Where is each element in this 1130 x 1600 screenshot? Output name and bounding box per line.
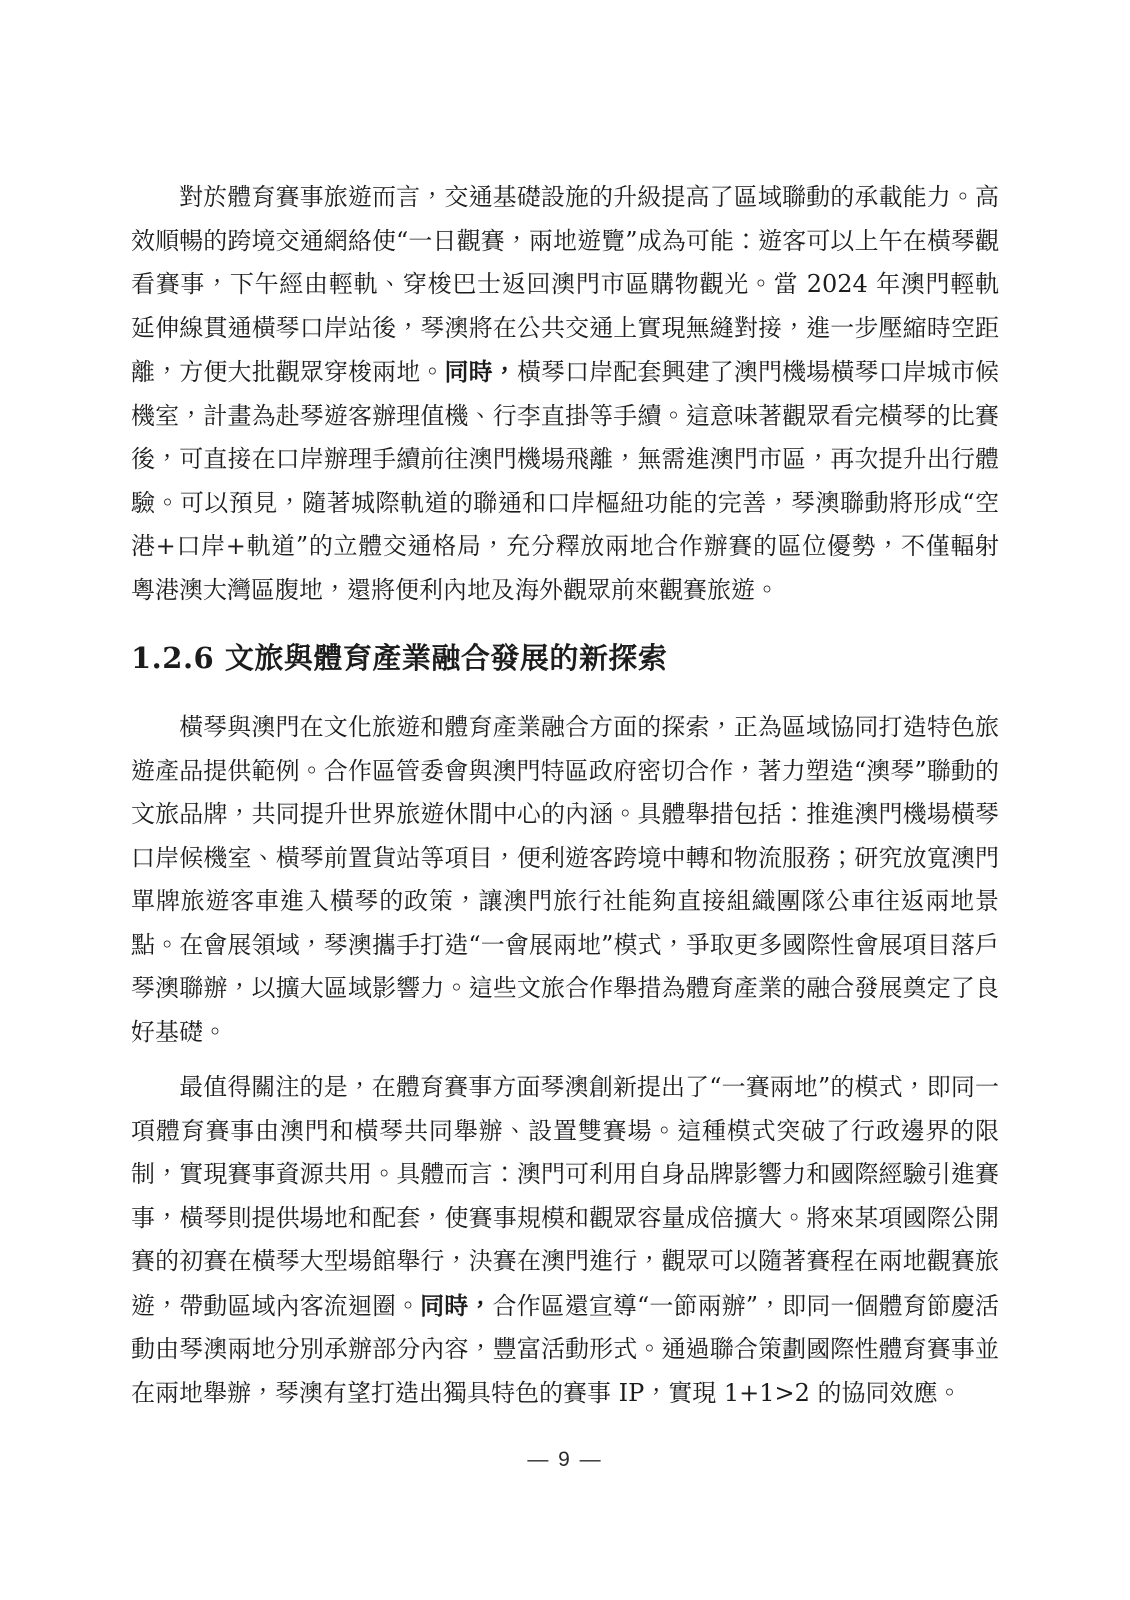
paragraph-text-run: 最值得關注的是，在體育賽事方面琴澳創新提出了“一賽兩地”的模式，即同一項體育賽事由澳門和橫琴共同舉辦、設置雙賽場。這種模式突破了行政邊界的限制，實現賽事資源共用。具體而言：澳門可利用自身品牌影響力和國際經驗引進賽事，橫琴則提供場地和配套，使賽事規模和觀眾容量成倍擴大。將來某項國際公開賽的初賽在橫琴大型場館舉行，決賽在澳門進行，觀眾可以隨著賽程在兩地觀賽旅遊，帶動區域內客流迴圈。 bbox=[131, 1073, 999, 1320]
paragraph-text-run: 合作區還宣導“一節兩辦”，即同一個體育節慶活動由琴澳兩地分別承辦部分內容，豐富活動形式。通過聯合策劃國際性體育賽事並在兩地舉辦，琴澳有望打造出獨具特色的賽事 IP，實現 1+1>2 的協同效應。 bbox=[131, 1291, 1000, 1407]
paragraph-culture-tourism-integration: 橫琴與澳門在文化旅遊和體育產業融合方面的探索，正為區域協同打造特色旅遊產品提供範例。合作區管委會與澳門特區政府密切合作，著力塑造“澳琴”聯動的文旅品牌，共同提升世界旅遊休閒中心的內涵。具體舉措包括：推進澳門機場橫琴口岸候機室、橫琴前置貨站等項目，便利遊客跨境中轉和物流服務；研究放寬澳門單牌旅遊客車進入橫琴的政策，讓澳門旅行社能夠直接組織團隊公車往返兩地景點。在會展領域，琴澳攜手打造“一會展兩地”模式，爭取更多國際性會展項目落戶琴澳聯辦，以擴大區域影響力。這些文旅合作舉措為體育產業的融合發展奠定了良好基礎。 bbox=[131, 713, 999, 1046]
paragraph-sports-event-transport bbox=[131, 176, 999, 612]
page-content bbox=[131, 176, 999, 1427]
paragraph-bold-run: 同時， bbox=[444, 357, 517, 386]
page-number: — 9 — bbox=[527, 1448, 603, 1471]
paragraph-text-run: 橫琴口岸配套興建了澳門機場橫琴口岸城市候機室，計畫為赴琴遊客辦理值機、行李直掛等手續。這意味著觀眾看完橫琴的比賽後，可直接在口岸辦理手續前往澳門機場飛離，無需進澳門市區，再次提升出行體驗。可以預見，隨著城際軌道的聯通和口岸樞紐功能的完善，琴澳聯動將形成“空港+口岸+軌道”的立體交通格局，充分釋放兩地合作辦賽的區位優勢，不僅輻射粵港澳大灣區腹地，還將便利內地及海外觀眾前來觀賽旅遊。 bbox=[131, 358, 1000, 604]
paragraph-text-run: 對於體育賽事旅遊而言，交通基礎設施的升級提高了區域聯動的承載能力。高效順暢的跨境交通網絡使“一日觀賽，兩地遊覽”成為可能：遊客可以上午在橫琴觀看賽事，下午經由輕軌、穿梭巴士返回澳門市區購物觀光。當 2024 年澳門輕軌延伸線貫通橫琴口岸站後，琴澳將在公共交通上實現無縫對接，進一步壓縮時空距離，方便大批觀眾穿梭兩地。 bbox=[131, 183, 999, 386]
section-heading-1-2-6: 1.2.6 文旅與體育產業融合發展的新探索 bbox=[131, 641, 668, 675]
paragraph-bold-run: 同時， bbox=[420, 1290, 493, 1320]
paragraph-one-event-two-venues bbox=[131, 1066, 999, 1415]
